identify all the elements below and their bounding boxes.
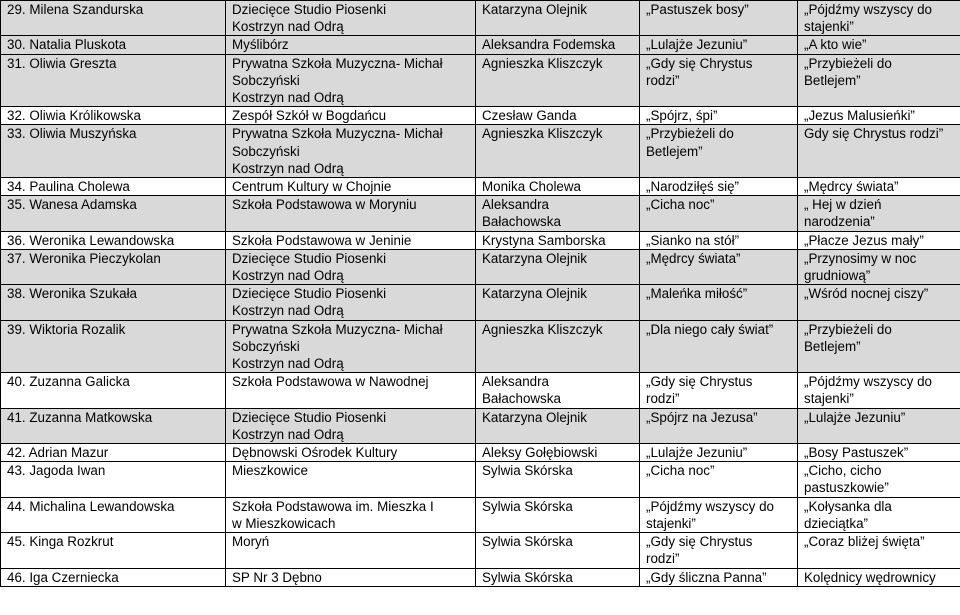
song-2-cell [798, 231, 960, 249]
song-2-cell [798, 533, 960, 568]
cell-text-line: „Spójrz na Jezusa” [646, 409, 758, 425]
cell-text-line: Agnieszka Kliszczyk [482, 321, 603, 337]
cell-text-line: „Przynosimy w noc [804, 250, 917, 266]
cell-text-line: Katarzyna Olejnik [482, 286, 587, 302]
teacher-cell [476, 444, 640, 462]
cell-text-line: „A kto wie” [804, 37, 867, 53]
cell-text-line: Prywatna Szkoła Muzyczna- Michał [232, 321, 443, 337]
song-1-cell [640, 568, 798, 586]
song-2-cell [798, 285, 960, 320]
table-row [1, 231, 960, 249]
participant-cell [1, 107, 226, 125]
cell-text-line: „Przybieżeli do [804, 321, 892, 337]
table-row [1, 373, 960, 408]
teacher-cell [476, 54, 640, 107]
cell-text-line: stajenki” [646, 515, 696, 531]
teacher-cell [476, 497, 640, 532]
cell-text-line: 34. Paulina Cholewa [7, 179, 130, 195]
cell-text-line: Kostrzyn nad Odrą [232, 19, 344, 35]
cell-text-line: „Gdy śliczna Panna” [646, 569, 767, 585]
cell-text-line: Dziecięce Studio Piosenki [232, 2, 387, 17]
table-row [1, 36, 960, 54]
cell-text-line: Sylwia Skórska [482, 463, 573, 479]
cell-text-line: rodzi” [646, 72, 680, 88]
participant-cell [1, 54, 226, 107]
institution-cell [226, 36, 476, 54]
cell-text-line: Sylwia Skórska [482, 498, 573, 514]
participant-cell [1, 408, 226, 443]
cell-text-line: Aleksy Gołębiowski [482, 445, 598, 461]
institution-cell [226, 107, 476, 125]
song-1-cell [640, 408, 798, 443]
cell-text-line: Kolędnicy wędrownicy [804, 569, 936, 585]
song-2-cell [798, 54, 960, 107]
cell-text-line: dzieciątka” [804, 515, 869, 531]
institution-cell [226, 462, 476, 497]
cell-text-line: „Maleńka miłość” [646, 286, 748, 302]
teacher-cell [476, 285, 640, 320]
institution-cell [226, 285, 476, 320]
song-1-cell [640, 533, 798, 568]
table-body [1, 1, 960, 587]
table-row [1, 533, 960, 568]
cell-text-line: „Pójdźmy wszyscy do [804, 2, 932, 17]
cell-text-line: „Wśród nocnej ciszy” [804, 286, 929, 302]
cell-text-line: „Bosy Pastuszek” [804, 445, 909, 461]
cell-text-line: 30. Natalia Pluskota [7, 37, 127, 53]
cell-text-line: Czesław Ganda [482, 108, 577, 124]
song-2-cell [798, 568, 960, 586]
table-row [1, 196, 960, 231]
cell-text-line: Katarzyna Olejnik [482, 2, 587, 17]
song-2-cell [798, 1, 960, 36]
cell-text-line: 42. Adrian Mazur [7, 445, 109, 461]
cell-text-line: „Gdy się Chrystus [646, 534, 753, 550]
cell-text-line: „Lulajże Jezuniu” [804, 409, 906, 425]
cell-text-line: 37. Weronika Pieczykolan [7, 250, 161, 266]
cell-text-line: „Przybieżeli do [804, 55, 892, 71]
table-row [1, 568, 960, 586]
song-1-cell [640, 1, 798, 36]
cell-text-line: Agnieszka Kliszczyk [482, 126, 603, 142]
cell-text-line: Agnieszka Kliszczyk [482, 55, 603, 71]
song-1-cell [640, 36, 798, 54]
cell-text-line: Monika Cholewa [482, 179, 581, 195]
cell-text-line: Betlejem” [646, 143, 703, 159]
participant-cell [1, 125, 226, 178]
song-1-cell [640, 444, 798, 462]
song-1-cell [640, 497, 798, 532]
song-2-cell [798, 36, 960, 54]
teacher-cell [476, 231, 640, 249]
cell-text-line: Katarzyna Olejnik [482, 409, 587, 425]
cell-text-line: rodzi” [646, 551, 680, 567]
cell-text-line: Sylwia Skórska [482, 569, 573, 585]
song-2-cell [798, 497, 960, 532]
cell-text-line: Krystyna Samborska [482, 232, 606, 248]
cell-text-line: Bałachowska [482, 391, 561, 407]
cell-text-line: Kostrzyn nad Odrą [232, 356, 344, 372]
cell-text-line: Kostrzyn nad Odrą [232, 268, 344, 284]
cell-text-line: 45. Kinga Rozkrut [7, 534, 114, 550]
cell-text-line: 43. Jagoda Iwan [7, 463, 106, 479]
participant-cell [1, 373, 226, 408]
cell-text-line: Dziecięce Studio Piosenki [232, 250, 387, 266]
teacher-cell [476, 249, 640, 284]
song-2-cell [798, 462, 960, 497]
institution-cell [226, 54, 476, 107]
cell-text-line: Sobczyński [232, 143, 300, 159]
teacher-cell [476, 178, 640, 196]
cell-text-line: 35. Wanesa Adamska [7, 197, 137, 213]
cell-text-line: Aleksandra [482, 197, 549, 213]
cell-text-line: „Lulajże Jezuniu” [646, 37, 748, 53]
cell-text-line: „Cicho, cicho [804, 463, 882, 479]
cell-text-line: „Jezus Malusieńki” [804, 108, 915, 124]
cell-text-line: Bałachowska [482, 214, 561, 230]
table-row [1, 178, 960, 196]
participant-cell [1, 462, 226, 497]
participant-cell [1, 533, 226, 568]
song-1-cell [640, 285, 798, 320]
cell-text-line: „Gdy się Chrystus [646, 55, 753, 71]
cell-text-line: narodzenia” [804, 214, 875, 230]
cell-text-line: Myślibórz [232, 37, 289, 53]
institution-cell [226, 178, 476, 196]
cell-text-line: Sobczyński [232, 72, 300, 88]
cell-text-line: SP Nr 3 Dębno [232, 569, 322, 585]
teacher-cell [476, 373, 640, 408]
cell-text-line: Betlejem” [804, 72, 861, 88]
cell-text-line: Dziecięce Studio Piosenki [232, 409, 387, 425]
institution-cell [226, 231, 476, 249]
table-row [1, 285, 960, 320]
cell-text-line: „ Hej w dzień [804, 197, 882, 213]
teacher-cell [476, 320, 640, 373]
cell-text-line: Dziecięce Studio Piosenki [232, 286, 387, 302]
cell-text-line: „Przybieżeli do [646, 126, 734, 142]
song-1-cell [640, 249, 798, 284]
cell-text-line: „Spójrz, śpi” [646, 108, 718, 124]
cell-text-line: Sobczyński [232, 338, 300, 354]
institution-cell [226, 408, 476, 443]
teacher-cell [476, 1, 640, 36]
cell-text-line: Kostrzyn nad Odrą [232, 160, 344, 176]
table-row [1, 249, 960, 284]
song-1-cell [640, 462, 798, 497]
song-2-cell [798, 408, 960, 443]
institution-cell [226, 1, 476, 36]
cell-text-line: „Cicha noc” [646, 197, 715, 213]
table-row [1, 444, 960, 462]
cell-text-line: Centrum Kultury w Chojnie [232, 179, 392, 195]
cell-text-line: Sylwia Skórska [482, 534, 573, 550]
institution-cell [226, 444, 476, 462]
cell-text-line: 33. Oliwia Muszyńska [7, 126, 137, 142]
teacher-cell [476, 462, 640, 497]
cell-text-line: 41. Zuzanna Matkowska [7, 409, 153, 425]
cell-text-line: Kostrzyn nad Odrą [232, 303, 344, 319]
cell-text-line: 39. Wiktoria Rozalik [7, 321, 126, 337]
song-2-cell [798, 107, 960, 125]
cell-text-line: Kostrzyn nad Odrą [232, 90, 344, 106]
teacher-cell [476, 36, 640, 54]
table-row [1, 497, 960, 532]
participant-cell [1, 178, 226, 196]
table-row [1, 320, 960, 373]
teacher-cell [476, 196, 640, 231]
song-1-cell [640, 107, 798, 125]
song-1-cell [640, 54, 798, 107]
cell-text-line: Szkoła Podstawowa w Jeninie [232, 232, 412, 248]
cell-text-line: Aleksandra [482, 374, 549, 390]
participant-cell [1, 568, 226, 586]
cell-text-line: Betlejem” [804, 338, 861, 354]
teacher-cell [476, 568, 640, 586]
cell-text-line: Dębnowski Ośrodek Kultury [232, 445, 398, 461]
cell-text-line: „Kołysanka dla [804, 498, 892, 514]
cell-text-line: Aleksandra Fodemska [482, 37, 616, 53]
cell-text-line: Szkoła Podstawowa im. Mieszka I [232, 498, 434, 514]
song-1-cell [640, 373, 798, 408]
cell-text-line: 32. Oliwia Królikowska [7, 108, 141, 124]
cell-text-line: Prywatna Szkoła Muzyczna- Michał [232, 55, 443, 71]
cell-text-line: „Narodziłęś się” [646, 179, 740, 195]
song-2-cell [798, 178, 960, 196]
song-2-cell [798, 196, 960, 231]
table-row [1, 462, 960, 497]
institution-cell [226, 249, 476, 284]
participant-cell [1, 231, 226, 249]
cell-text-line: „Płacze Jezus mały” [804, 232, 924, 248]
cell-text-line: 46. Iga Czerniecka [7, 569, 119, 585]
song-1-cell [640, 196, 798, 231]
song-2-cell [798, 444, 960, 462]
cell-text-line: 36. Weronika Lewandowska [7, 232, 175, 248]
cell-text-line: Kostrzyn nad Odrą [232, 426, 344, 442]
song-1-cell [640, 231, 798, 249]
institution-cell [226, 568, 476, 586]
cell-text-line: „Mędrcy świata” [646, 250, 741, 266]
table-row [1, 107, 960, 125]
cell-text-line: Mieszkowice [232, 463, 308, 479]
cell-text-line: pastuszkowie” [804, 480, 889, 496]
participant-cell [1, 444, 226, 462]
cell-text-line: Katarzyna Olejnik [482, 250, 587, 266]
cell-text-line: w Mieszkowicach [232, 515, 336, 531]
participant-cell [1, 497, 226, 532]
cell-text-line: „Lulajże Jezuniu” [646, 445, 748, 461]
participant-cell [1, 1, 226, 36]
participant-cell [1, 36, 226, 54]
song-1-cell [640, 320, 798, 373]
cell-text-line: Prywatna Szkoła Muzyczna- Michał [232, 126, 443, 142]
cell-text-line: „Cicha noc” [646, 463, 715, 479]
cell-text-line: stajenki” [804, 19, 854, 35]
cell-text-line: „Pójdźmy wszyscy do [646, 498, 774, 514]
song-2-cell [798, 373, 960, 408]
institution-cell [226, 533, 476, 568]
cell-text-line: 40. Zuzanna Galicka [7, 374, 130, 390]
song-2-cell [798, 125, 960, 178]
cell-text-line: „Mędrcy świata” [804, 179, 899, 195]
table-row [1, 408, 960, 443]
table-row [1, 1, 960, 36]
cell-text-line: Szkoła Podstawowa w Nawodnej [232, 374, 429, 390]
participant-cell [1, 196, 226, 231]
cell-text-line: stajenki” [804, 391, 854, 407]
song-2-cell [798, 249, 960, 284]
teacher-cell [476, 125, 640, 178]
participant-cell [1, 285, 226, 320]
table-row [1, 54, 960, 107]
institution-cell [226, 125, 476, 178]
institution-cell [226, 196, 476, 231]
institution-cell [226, 497, 476, 532]
institution-cell [226, 320, 476, 373]
cell-text-line: grudniową” [804, 268, 871, 284]
song-2-cell [798, 320, 960, 373]
participant-cell [1, 320, 226, 373]
cell-text-line: Gdy się Chrystus rodzi” [804, 126, 944, 142]
cell-text-line: Moryń [232, 534, 270, 550]
cell-text-line: Zespół Szkół w Bogdańcu [232, 108, 387, 124]
song-1-cell [640, 178, 798, 196]
teacher-cell [476, 408, 640, 443]
cell-text-line: „Dla niego cały świat” [646, 321, 774, 337]
institution-cell [226, 373, 476, 408]
cell-text-line: 29. Milena Szandurska [7, 2, 144, 17]
cell-text-line: „Sianko na stół” [646, 232, 740, 248]
table-row [1, 125, 960, 178]
cell-text-line: Szkoła Podstawowa w Moryniu [232, 197, 417, 213]
cell-text-line: 38. Weronika Szukała [7, 286, 138, 302]
teacher-cell [476, 107, 640, 125]
participant-cell [1, 249, 226, 284]
cell-text-line: „Pójdźmy wszyscy do [804, 374, 932, 390]
song-1-cell [640, 125, 798, 178]
cell-text-line: rodzi” [646, 391, 680, 407]
cell-text-line: „Gdy się Chrystus [646, 374, 753, 390]
cell-text-line: 44. Michalina Lewandowska [7, 498, 175, 514]
cell-text-line: „Coraz bliżej święta” [804, 534, 925, 550]
teacher-cell [476, 533, 640, 568]
cell-text-line: „Pastuszek bosy” [646, 2, 749, 17]
cell-text-line: 31. Oliwia Greszta [7, 55, 117, 71]
